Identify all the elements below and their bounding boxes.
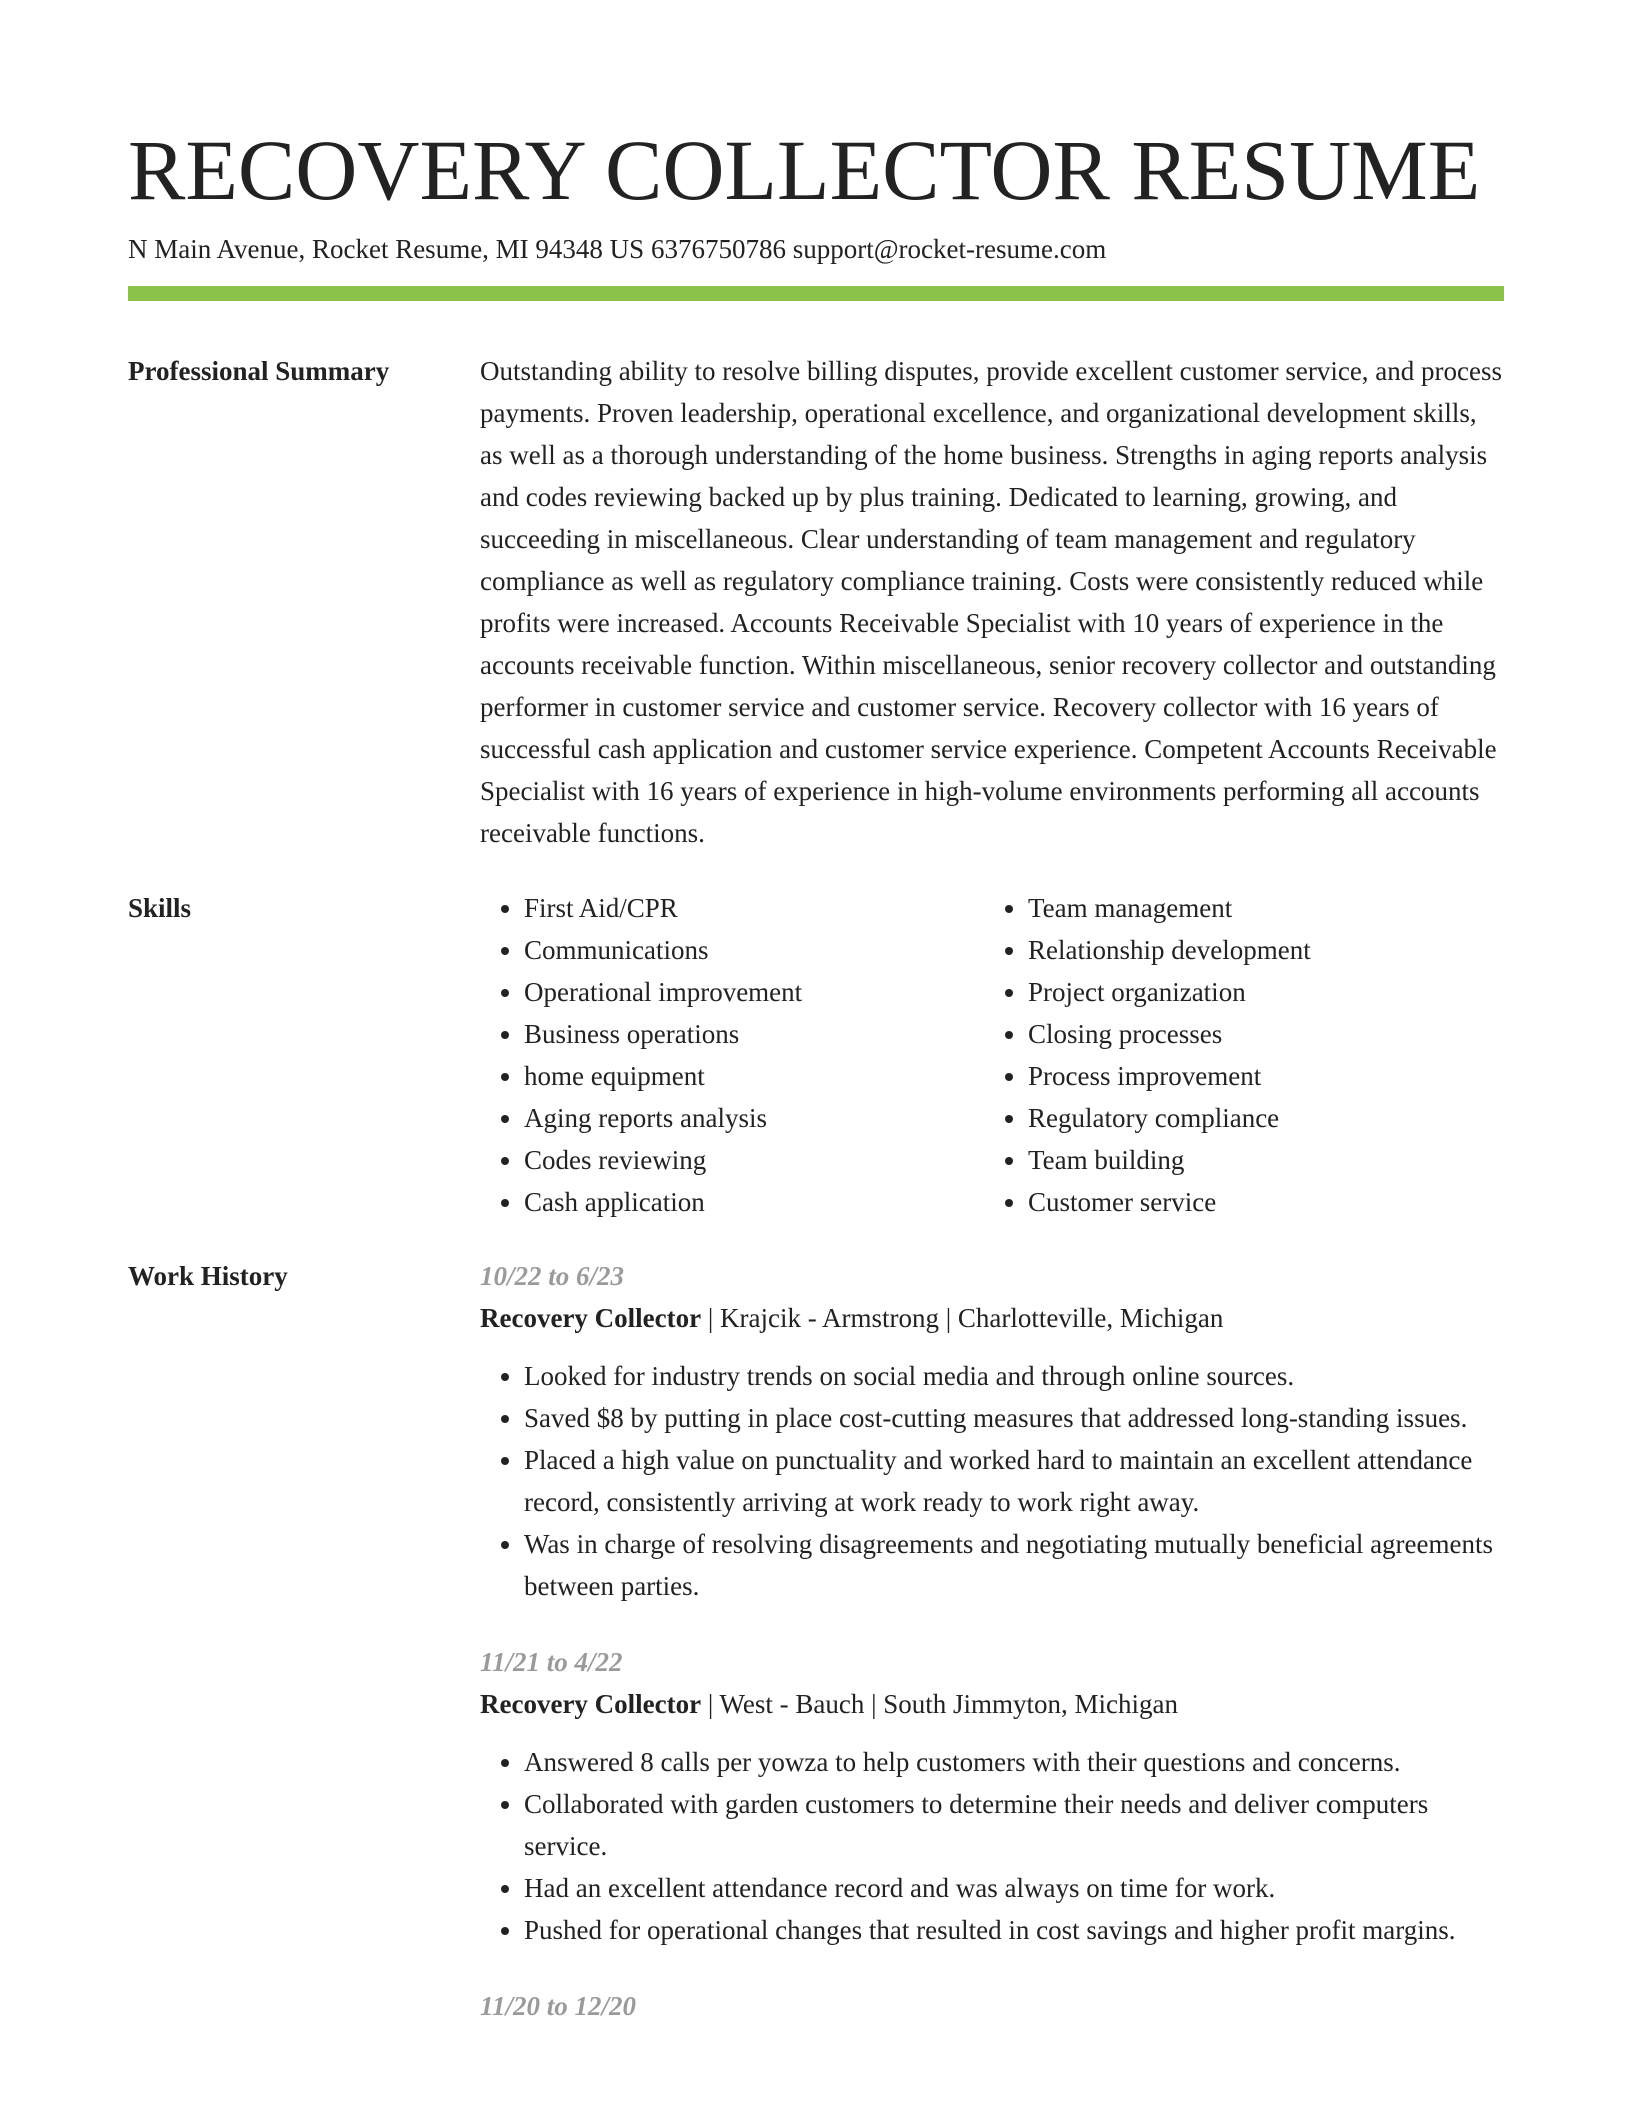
resume-title: RECOVERY COLLECTOR RESUME xyxy=(128,122,1481,218)
job-duties xyxy=(480,1355,1504,1607)
skill-item: • Operational improvement xyxy=(524,971,984,1013)
job-heading xyxy=(480,1683,1504,1725)
skill-item: • Business operations xyxy=(524,1013,984,1055)
skill-item: • Closing processes xyxy=(1028,1013,1488,1055)
job-duty: • Collaborated with garden customers to determine their needs and deliver computers service. xyxy=(524,1783,1504,1867)
section-label-skills: Skills xyxy=(128,893,192,923)
professional-summary-section xyxy=(128,350,1504,854)
summary-body xyxy=(480,350,1504,854)
job-duty: • Answered 8 calls per yowza to help customers with their questions and concerns. xyxy=(524,1741,1504,1783)
skill-item: • First Aid/CPR xyxy=(524,887,984,929)
skill-item: • Team management xyxy=(1028,887,1488,929)
skill-item: • home equipment xyxy=(524,1055,984,1097)
job-duty: • Saved $8 by putting in place cost-cutting measures that addressed long-standing issues. xyxy=(524,1397,1504,1439)
job-employer-location: | West - Bauch | South Jimmyton, Michigan xyxy=(701,1689,1179,1719)
work-history-section xyxy=(128,1255,1504,2061)
job-duty: • Was in charge of resolving disagreements and negotiating mutually beneficial agreements between parties. xyxy=(524,1523,1504,1607)
skill-item: • Codes reviewing xyxy=(524,1139,984,1181)
job-duty: • Looked for industry trends on social media and through online sources. xyxy=(524,1355,1504,1397)
job-dates: 11/21 to 4/22 xyxy=(480,1647,623,1677)
summary-text: Outstanding ability to resolve billing disputes, provide excellent customer service, and process payments. Proven leadership, operational excellence, and organizational development skills, as well as a thorough understanding of the home business. Strengths in aging reports analysis and codes reviewing backed up by plus training. Dedicated to learning, growing, and succeeding in miscellaneous. Clear understanding of team management and regulatory compliance as well as regulatory compliance training. Costs were consistently reduced while profits were increased. Accounts Receivable Specialist with 10 years of experience in the accounts receivable function. Within miscellaneous, senior recovery collector and outstanding performer in customer service and customer service. Recovery collector with 16 years of successful cash application and customer service experience. Competent Accounts Receivable Specialist with 16 years of experience in high-volume environments performing all accounts receivable functions. xyxy=(480,356,1503,848)
job-duties xyxy=(480,1741,1504,1951)
accent-divider xyxy=(128,286,1504,301)
skill-item: • Team building xyxy=(1028,1139,1488,1181)
job-entry xyxy=(480,1985,1504,2027)
skills-columns xyxy=(480,887,1504,1223)
skill-item: • Process improvement xyxy=(1028,1055,1488,1097)
skills-list-right xyxy=(984,887,1488,1223)
job-entry xyxy=(480,1255,1504,1607)
work-history-body xyxy=(480,1255,1504,2061)
skills-section xyxy=(128,887,1504,1223)
section-label-work: Work History xyxy=(128,1261,288,1291)
job-dates: 10/22 to 6/23 xyxy=(480,1261,625,1291)
job-dates: 11/20 to 12/20 xyxy=(480,1991,637,2021)
job-duty: • Pushed for operational changes that resulted in cost savings and higher profit margins. xyxy=(524,1909,1504,1951)
contact-info: N Main Avenue, Rocket Resume, MI 94348 US 6376750786 support@rocket-resume.com xyxy=(128,234,1107,264)
skills-list-left xyxy=(480,887,984,1223)
job-duty: • Had an excellent attendance record and was always on time for work. xyxy=(524,1867,1504,1909)
job-entry xyxy=(480,1641,1504,1951)
skill-item: • Customer service xyxy=(1028,1181,1488,1223)
resume-sections xyxy=(128,350,1504,2061)
skill-item: • Communications xyxy=(524,929,984,971)
job-heading xyxy=(480,1297,1504,1339)
skill-item: • Aging reports analysis xyxy=(524,1097,984,1139)
job-title: Recovery Collector xyxy=(480,1303,702,1333)
skill-item: • Relationship development xyxy=(1028,929,1488,971)
skill-item: • Regulatory compliance xyxy=(1028,1097,1488,1139)
job-duty: • Placed a high value on punctuality and worked hard to maintain an excellent attendance record, consistently arriving at work ready to work right away. xyxy=(524,1439,1504,1523)
skill-item: • Cash application xyxy=(524,1181,984,1223)
section-label-summary: Professional Summary xyxy=(128,356,390,386)
job-employer-location: | Krajcik - Armstrong | Charlotteville, Michigan xyxy=(701,1303,1224,1333)
job-title: Recovery Collector xyxy=(480,1689,702,1719)
skill-item: • Project organization xyxy=(1028,971,1488,1013)
